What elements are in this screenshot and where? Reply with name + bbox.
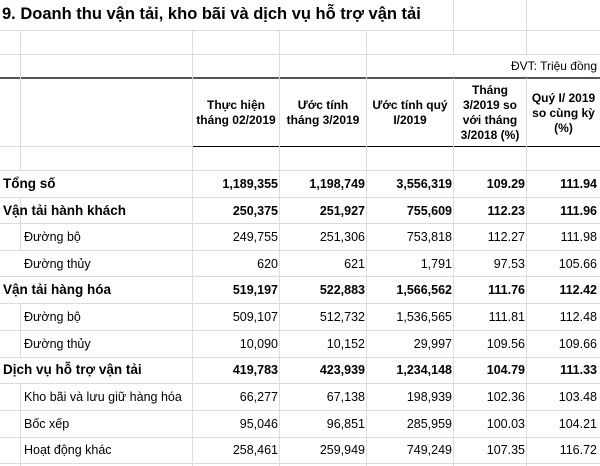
cell-value: 250,375: [232, 204, 278, 218]
cell-value: 103.48: [558, 390, 597, 404]
cell-value: 259,949: [319, 443, 365, 457]
cell-value: 105.66: [558, 257, 597, 271]
cell-value: 509,107: [232, 310, 278, 324]
grid-line: [453, 0, 454, 54]
row-label: Đường thủy: [24, 337, 91, 351]
cell-value: 519,197: [232, 283, 278, 297]
cell-value: 1,234,148: [396, 363, 452, 377]
cell-value: 755,609: [406, 204, 452, 218]
cell-value: 29,997: [413, 337, 452, 351]
row-label: Vận tải hành khách: [3, 203, 127, 218]
table-row: [0, 198, 600, 224]
column-header-mar-estimate: Ước tính tháng 3/2019: [286, 98, 360, 127]
cell-value: 112.42: [559, 283, 597, 297]
table-row: [0, 277, 600, 303]
cell-value: 96,851: [326, 417, 365, 431]
grid-line: [0, 146, 192, 147]
cell-value: 100.03: [486, 417, 525, 431]
row-label: Dịch vụ hỗ trợ vận tải: [3, 362, 142, 377]
cell-value: 423,939: [319, 363, 365, 377]
row-label: Tổng số: [3, 176, 56, 191]
cell-value: 112.48: [559, 310, 597, 324]
cell-value: 1,189,355: [222, 177, 278, 191]
table-top-border: [0, 77, 600, 79]
cell-value: 102.36: [486, 390, 525, 404]
table-title: 9. Doanh thu vận tải, kho bãi và dịch vụ hỗ trợ vận tải: [2, 5, 421, 23]
table-row: [0, 357, 600, 383]
cell-value: 111.81: [488, 310, 525, 324]
cell-value: 111.33: [560, 363, 597, 377]
cell-value: 67,138: [326, 390, 365, 404]
cell-value: 251,927: [319, 204, 365, 218]
table-row: [0, 331, 600, 357]
cell-value: 1,536,565: [396, 310, 452, 324]
table-row: [0, 251, 600, 277]
cell-value: 111.76: [488, 283, 525, 297]
cell-value: 749,249: [406, 443, 452, 457]
cell-value: 3,556,319: [396, 177, 452, 191]
cell-value: 111.94: [560, 177, 597, 191]
table-row: [0, 437, 600, 463]
cell-value: 109.66: [558, 337, 597, 351]
cell-value: 97.53: [493, 257, 525, 271]
row-label: Đường bộ: [24, 230, 81, 244]
grid-line: [0, 30, 600, 31]
cell-value: 285,959: [406, 417, 452, 431]
header-bottom-border: [192, 146, 600, 147]
grid-line: [20, 30, 21, 170]
column-header-q1-yoy: Quý I/ 2019 so cùng kỳ (%): [531, 90, 596, 135]
grid-line: [0, 54, 600, 55]
cell-value: 1,198,749: [309, 177, 365, 191]
table-row: [0, 384, 600, 410]
row-label: Đường thủy: [24, 257, 91, 271]
row-label: Vận tải hàng hóa: [3, 282, 112, 297]
cell-value: 104.79: [486, 363, 525, 377]
column-header-feb-actual: Thực hiện tháng 02/2019: [196, 98, 276, 127]
table-row: [0, 304, 600, 330]
column-header-mar-yoy: Tháng 3/2019 so với tháng 3/2018 (%): [460, 83, 520, 142]
unit-label: ĐVT: Triệu đồng: [510, 59, 597, 73]
table-row: [0, 171, 600, 197]
cell-value: 10,152: [326, 337, 365, 351]
cell-value: 249,755: [232, 230, 278, 244]
row-label: Đường bộ: [24, 310, 81, 324]
cell-value: 109.56: [486, 337, 525, 351]
cell-value: 753,818: [406, 230, 452, 244]
column-header-q1-estimate: Ước tính quý I/2019: [372, 98, 448, 127]
row-label: Hoạt động khác: [24, 443, 112, 457]
cell-value: 10,090: [239, 337, 278, 351]
row-label: Bốc xếp: [24, 417, 70, 431]
cell-value: 112.27: [487, 230, 525, 244]
grid-line: [526, 0, 527, 54]
cell-value: 111.96: [560, 204, 597, 218]
cell-value: 107.35: [486, 443, 525, 457]
cell-value: 66,277: [239, 390, 278, 404]
cell-value: 104.21: [558, 417, 597, 431]
cell-value: 1,791: [420, 257, 452, 271]
table-row: [0, 411, 600, 437]
cell-value: 419,783: [232, 363, 278, 377]
cell-value: 198,939: [406, 390, 452, 404]
cell-value: 251,306: [319, 230, 365, 244]
cell-value: 109.29: [486, 177, 525, 191]
cell-value: 112.23: [487, 204, 525, 218]
cell-value: 522,883: [319, 283, 365, 297]
cell-value: 620: [257, 257, 278, 271]
cell-value: 95,046: [239, 417, 278, 431]
cell-value: 621: [344, 257, 365, 271]
grid-line: [0, 463, 600, 464]
cell-value: 116.72: [559, 443, 597, 457]
cell-value: 1,566,562: [396, 283, 452, 297]
cell-value: 512,732: [319, 310, 365, 324]
cell-value: 111.98: [560, 230, 597, 244]
row-label: Kho bãi và lưu giữ hàng hóa: [24, 390, 182, 404]
table-row: [0, 224, 600, 250]
cell-value: 258,461: [232, 443, 278, 457]
